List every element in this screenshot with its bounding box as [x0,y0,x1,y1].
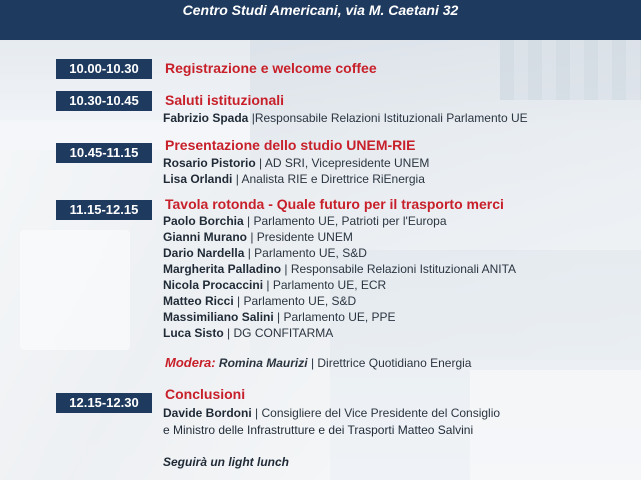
speaker-role: | Presidente UNEM [250,230,353,244]
speaker [163,156,429,170]
time-badge: 10.45-11.15 [56,143,152,163]
speaker [163,230,353,244]
speaker [163,214,447,228]
time-badge: 11.15-12.15 [56,200,152,220]
speaker-name: Matteo Ricci [163,294,234,308]
speaker-name: Davide Bordoni [163,406,252,420]
speaker-name: Luca Sisto [163,326,224,340]
speaker [163,172,425,186]
speaker [163,326,333,340]
speaker-role: | DG CONFITARMA [227,326,334,340]
session-title: Presentazione dello studio UNEM-RIE [165,137,416,153]
time-badge: 10.00-10.30 [56,59,152,79]
session-title: Tavola rotonda - Quale futuro per il trasporto merci [165,196,504,212]
speaker-role: |Responsabile Relazioni Istituzionali Parlamento UE [251,111,528,125]
venue-address: Centro Studi Americani, via M. Caetani 32 [182,2,459,18]
header-banner [0,0,641,40]
speaker [163,278,386,292]
moderator-line [165,355,471,370]
time-badge: 10.30-10.45 [56,91,152,111]
speaker-role: | Analista RIE e Direttrice RiEnergia [235,172,425,186]
speaker [163,246,367,260]
speaker-role: | AD SRI, Vicepresidente UNEM [259,156,430,170]
speaker-name: Margherita Palladino [163,262,282,276]
speaker-role: | Parlamento UE, PPE [277,310,396,324]
speaker [163,406,500,420]
speaker-role: | Consigliere del Vice Presidente del Consiglio [255,406,501,420]
speaker-name: Massimiliano Salini [163,310,274,324]
speaker-role: | Parlamento UE, S&D [247,246,367,260]
speaker [163,294,356,308]
lunch-note: Seguirà un light lunch [163,455,289,469]
moderator-name: Romina Maurizi [218,356,308,370]
speaker-name: Gianni Murano [163,230,247,244]
speaker-name: Fabrizio Spada [163,111,249,125]
speaker [163,111,528,125]
moderator-role: | Direttrice Quotidiano Energia [310,356,472,370]
moderator-label: Modera: [165,355,216,370]
speaker-name: Dario Nardella [163,246,245,260]
session-title: Saluti istituzionali [165,92,285,108]
session-title: Registrazione e welcome coffee [165,60,377,76]
speaker-role: | Parlamento UE, S&D [237,294,357,308]
speaker-role: | Parlamento UE, ECR [266,278,387,292]
speaker-name: Paolo Borchia [163,214,244,228]
speaker [163,310,396,324]
speaker-name: Nicola Procaccini [163,278,264,292]
speaker-role-continuation: e Ministro delle Infrastrutture e dei Trasporti Matteo Salvini [163,423,474,437]
speaker [163,262,516,276]
session-title: Conclusioni [165,386,246,402]
time-badge: 12.15-12.30 [56,393,152,413]
speaker-name: Lisa Orlandi [163,172,233,186]
speaker-name: Rosario Pistorio [163,156,256,170]
speaker-role: | Parlamento UE, Patrioti per l'Europa [247,214,447,228]
speaker-role: | Responsabile Relazioni Istituzionali ANITA [284,262,517,276]
